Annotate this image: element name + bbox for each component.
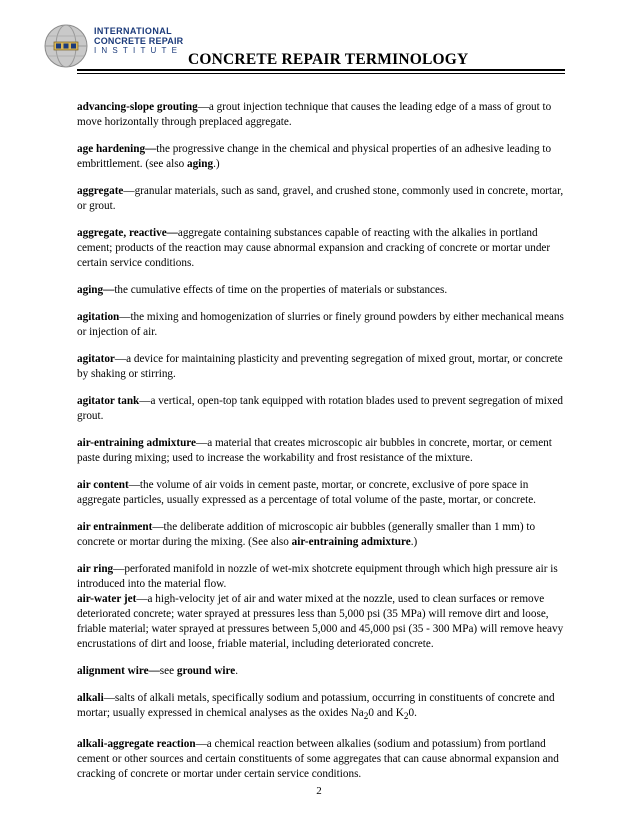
subscript: 2 xyxy=(363,712,369,723)
entry-term: air entrainment xyxy=(77,521,153,533)
glossary-entry xyxy=(77,226,567,271)
entry-term: air-water jet xyxy=(77,593,137,605)
entry-term: agitator xyxy=(77,353,115,365)
entry-definition: —salts of alkali metals, specifically sodium and potassium, occurring in constituents of concrete and mortar; usually expressed in chemical analyses as the oxides Na xyxy=(77,692,555,719)
entry-definition: —a chemical reaction between alkalies (sodium and potassium) from portland cement or other sources and certain constituents of some aggregates that can cause abnormal expansion and cracking of concrete or mortar under certain service conditions. xyxy=(77,738,559,781)
entry-term: agitation xyxy=(77,311,120,323)
page-title: CONCRETE REPAIR TERMINOLOGY xyxy=(188,51,469,68)
entry-definition-end: 0. xyxy=(408,707,417,719)
entry-term: air content xyxy=(77,479,129,491)
entry-term: alkali-aggregate reaction xyxy=(77,738,196,751)
header-rule-thin xyxy=(77,73,565,74)
entry-term: alkali xyxy=(77,692,104,704)
glossary-entry xyxy=(77,310,567,340)
entry-definition: —a grout injection technique that causes the leading edge of a mass of grout to move horizontally through preplaced aggregate. xyxy=(77,101,552,128)
entry-definition: —a material that creates microscopic air bubbles in concrete, mortar, or cement paste during mixing; used to increase the workability and frost resistance of the mixture. xyxy=(77,437,552,464)
entry-cross-reference: aging xyxy=(186,158,214,170)
entry-definition-end: . xyxy=(235,665,238,677)
terminology-list xyxy=(77,100,567,794)
entry-term: advancing-slope grouting xyxy=(77,101,198,113)
entry-term: aggregate, reactive— xyxy=(77,227,178,239)
entry-term: air-entraining admixture xyxy=(77,437,197,449)
glossary-entry xyxy=(77,478,567,508)
entry-definition: —perforated manifold in nozzle of wet-mix shotcrete equipment through which high pressure air is introduced into the material flow. xyxy=(77,563,558,590)
entry-definition: —a vertical, open-top tank equipped with rotation blades used to prevent segregation of mixed grout. xyxy=(77,395,564,422)
entry-definition: —a high-velocity jet of air and water mixed at the nozzle, used to clean surfaces or remove deteriorated concrete; water sprayed at pressures less than 5,000 psi (35 MPa) will remove dirt and loose, friable material; water sprayed at pressures between 5,000 and 45,000 psi (35 - 300 MPa) will remove heavy encrustations of dirt and loose, friable material, including deteriorated concrete. xyxy=(77,593,564,650)
glossary-entry xyxy=(77,562,567,592)
entry-cross-reference: air-entraining admixture xyxy=(291,536,411,548)
entry-term: agitator tank xyxy=(77,395,140,407)
glossary-entry xyxy=(77,283,567,298)
org-line-1: INTERNATIONAL xyxy=(94,26,173,36)
entry-definition: —a device for maintaining plasticity and preventing segregation of mixed grout, mortar, or concrete by shaking or stirring. xyxy=(77,353,563,380)
entry-definition: —granular materials, such as sand, gravel, and crushed stone, commonly used in concrete, mortar, or grout. xyxy=(77,185,564,212)
glossary-entry xyxy=(77,436,567,466)
org-line-3: INSTITUTE xyxy=(94,46,183,55)
org-line-2: CONCRETE REPAIR xyxy=(94,36,184,46)
globe-logo-icon xyxy=(44,24,88,68)
entry-definition: —the mixing and homogenization of slurries or finely ground powders by either mechanical means or injection of air. xyxy=(77,311,564,338)
glossary-entry xyxy=(77,352,567,382)
entry-term: air ring xyxy=(77,563,114,575)
glossary-entry xyxy=(77,394,567,424)
entry-term: aging— xyxy=(77,284,115,296)
glossary-entry xyxy=(77,592,567,652)
entry-definition: aggregate containing substances capable of reacting with the alkalies in portland cement; products of the reaction may cause abnormal expansion and cracking of concrete or mortar under certain service conditions. xyxy=(77,227,551,269)
page-header xyxy=(0,0,638,78)
glossary-entry xyxy=(77,142,567,172)
glossary-entry xyxy=(77,184,567,214)
glossary-entry xyxy=(77,691,567,725)
page-number: 2 xyxy=(316,785,322,797)
entry-term: age hardening— xyxy=(77,143,157,155)
entry-definition: —the volume of air voids in cement paste, mortar, or concrete, exclusive of pore space in aggregate particles, usually expressed as a percentage of total volume of the paste, mortar, or concrete. xyxy=(77,479,536,506)
glossary-entry xyxy=(77,664,567,679)
entry-term: alignment wire— xyxy=(77,665,160,677)
entry-definition-end: .) xyxy=(410,536,418,548)
glossary-entry xyxy=(77,520,567,550)
subscript: 2 xyxy=(403,712,409,723)
entry-definition: the cumulative effects of time on the properties of materials or substances. xyxy=(114,284,448,296)
glossary-entry xyxy=(77,100,567,130)
entry-definition: the progressive change in the chemical and physical properties of an adhesive leading to embrittlement. (see also xyxy=(77,143,552,170)
organization-name xyxy=(94,26,183,56)
entry-definition: —the deliberate addition of microscopic air bubbles (generally smaller than 1 mm) to concrete or mortar during the mixing. (See also xyxy=(77,521,536,548)
entry-definition-end: .) xyxy=(213,158,220,170)
header-rule-thick xyxy=(77,69,565,71)
glossary-entry xyxy=(77,737,567,782)
entry-definition-mid: 0 and K xyxy=(368,707,404,719)
entry-term: aggregate xyxy=(77,185,124,197)
entry-definition: see xyxy=(159,665,177,677)
entry-cross-reference: ground wire xyxy=(176,665,236,677)
